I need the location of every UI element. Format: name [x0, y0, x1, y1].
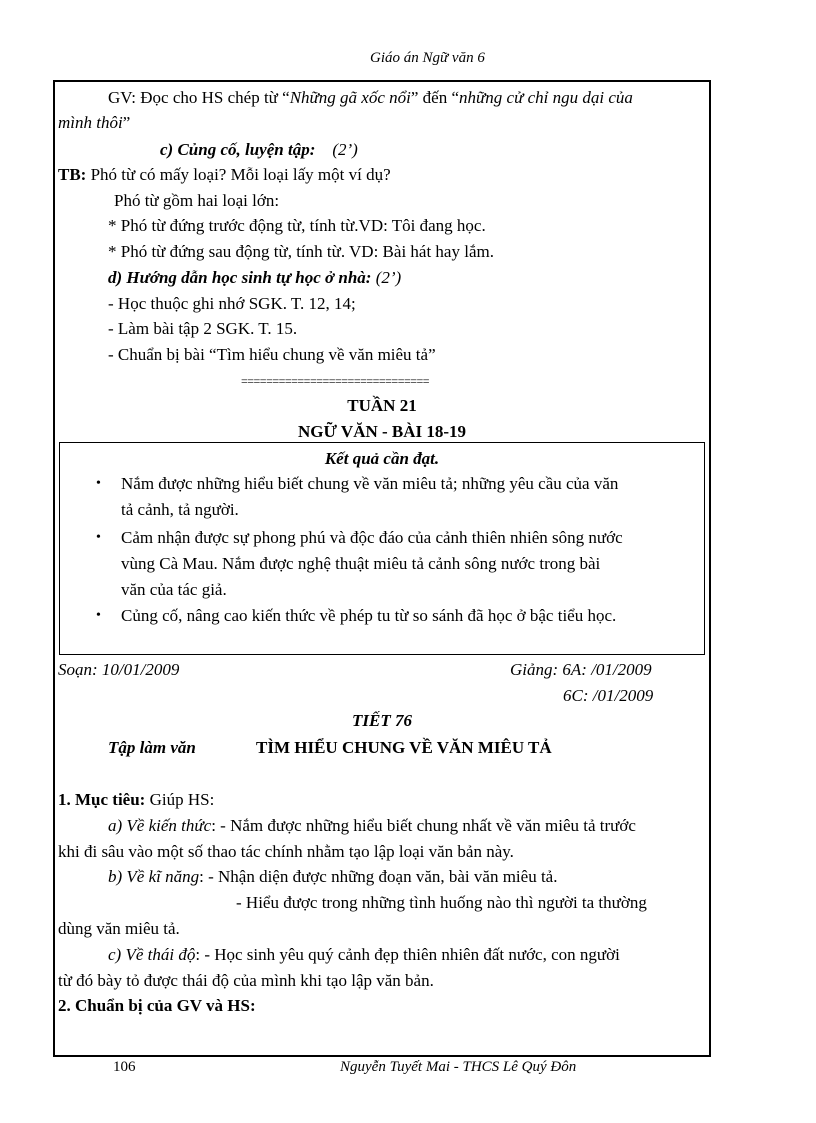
objective-skill-line2: - Hiểu được trong những tình huống nào thì người ta thường — [236, 893, 647, 912]
homework-item: - Làm bài tập 2 SGK. T. 15. — [108, 319, 298, 338]
bullet-icon: • — [96, 476, 101, 491]
objective-attitude-line2: từ đó bày tỏ được thái độ của mình khi tạo lập văn bản. — [58, 971, 434, 990]
consolidation-item-1: * Phó từ đứng trước động từ, tính từ.VD: Tôi đang học. — [108, 216, 486, 235]
consolidation-item-2: * Phó từ đứng sau động từ, tính từ. VD: Bài hát hay lắm. — [108, 242, 494, 261]
outcomes-heading: Kết quả cần đạt. — [324, 449, 440, 468]
gv-instruction-line2: mình thôi” — [58, 113, 131, 132]
outcome-3-line1: Củng cố, nâng cao kiến thức về phép tu từ so sánh đã học ở bậc tiểu học. — [121, 606, 617, 625]
prepared-date: Soạn: 10/01/2009 — [58, 660, 180, 679]
lesson-category: Tập làm văn — [108, 738, 196, 757]
consolidation-heading: c) Củng cố, luyện tập: (2’) — [160, 140, 358, 159]
homework-item: - Chuẩn bị bài “Tìm hiểu chung về văn miêu tả” — [108, 345, 436, 364]
objective-skill-line3: dùng văn miêu tả. — [58, 919, 180, 938]
objectives-heading: 1. Mục tiêu: Giúp HS: — [58, 790, 215, 809]
homework-heading: d) Hướng dẫn học sinh tự học ở nhà: (2’) — [108, 268, 402, 287]
outcome-2-line1: Cảm nhận được sự phong phú và độc đáo của cảnh thiên nhiên sông nước — [121, 528, 623, 547]
lesson-title: TÌM HIỂU CHUNG VỀ VĂN MIÊU TẢ — [256, 738, 552, 757]
objective-knowledge-line1: a) Về kiến thức: - Nắm được những hiểu biết chung nhất về văn miêu tả trước — [108, 816, 636, 835]
gv-instruction-line1: GV: Đọc cho HS chép từ “Những gã xốc nổi” đến “những cử chỉ ngu dại của — [108, 88, 633, 107]
objective-skill-line1: b) Về kĩ năng: - Nhận diện được những đoạn văn, bài văn miêu tả. — [108, 867, 558, 886]
homework-item: - Học thuộc ghi nhớ SGK. T. 12, 14; — [108, 294, 356, 313]
taught-date-6c: 6C: /01/2009 — [563, 686, 654, 705]
outcome-1-line2: tả cảnh, tả người. — [121, 500, 239, 519]
bullet-icon: • — [96, 608, 101, 623]
consolidation-question: TB: Phó từ có mấy loại? Mỗi loại lấy một ví dụ? — [58, 165, 391, 184]
bullet-icon: • — [96, 530, 101, 545]
lesson-number: TIẾT 76 — [352, 711, 412, 730]
separator-line: ============================== — [241, 377, 430, 385]
running-header: Giáo án Ngữ văn 6 — [370, 50, 485, 66]
author-footer: Nguyễn Tuyết Mai - THCS Lê Quý Đôn — [340, 1059, 577, 1075]
objective-knowledge-line2: khi đi sâu vào một số thao tác chính nhằm tạo lập loại văn bản này. — [58, 842, 514, 861]
week-title: TUẦN 21 — [347, 396, 417, 415]
outcome-1-line1: Nắm được những hiểu biết chung về văn miêu tả; những yêu cầu của văn — [121, 474, 619, 493]
preparation-heading: 2. Chuẩn bị của GV và HS: — [58, 996, 256, 1015]
consolidation-answer: Phó từ gồm hai loại lớn: — [114, 191, 280, 210]
objective-attitude-line1: c) Về thái độ: - Học sinh yêu quý cảnh đẹp thiên nhiên đất nước, con người — [108, 945, 620, 964]
lesson-group-title: NGỮ VĂN - BÀI 18-19 — [297, 422, 467, 441]
page-number: 106 — [113, 1059, 136, 1075]
outcome-2-line2: vùng Cà Mau. Nắm được nghệ thuật miêu tả cảnh sông nước trong bài — [121, 554, 601, 573]
outcome-2-line3: văn của tác giả. — [121, 580, 227, 599]
taught-date-6a: Giảng: 6A: /01/2009 — [510, 660, 652, 679]
